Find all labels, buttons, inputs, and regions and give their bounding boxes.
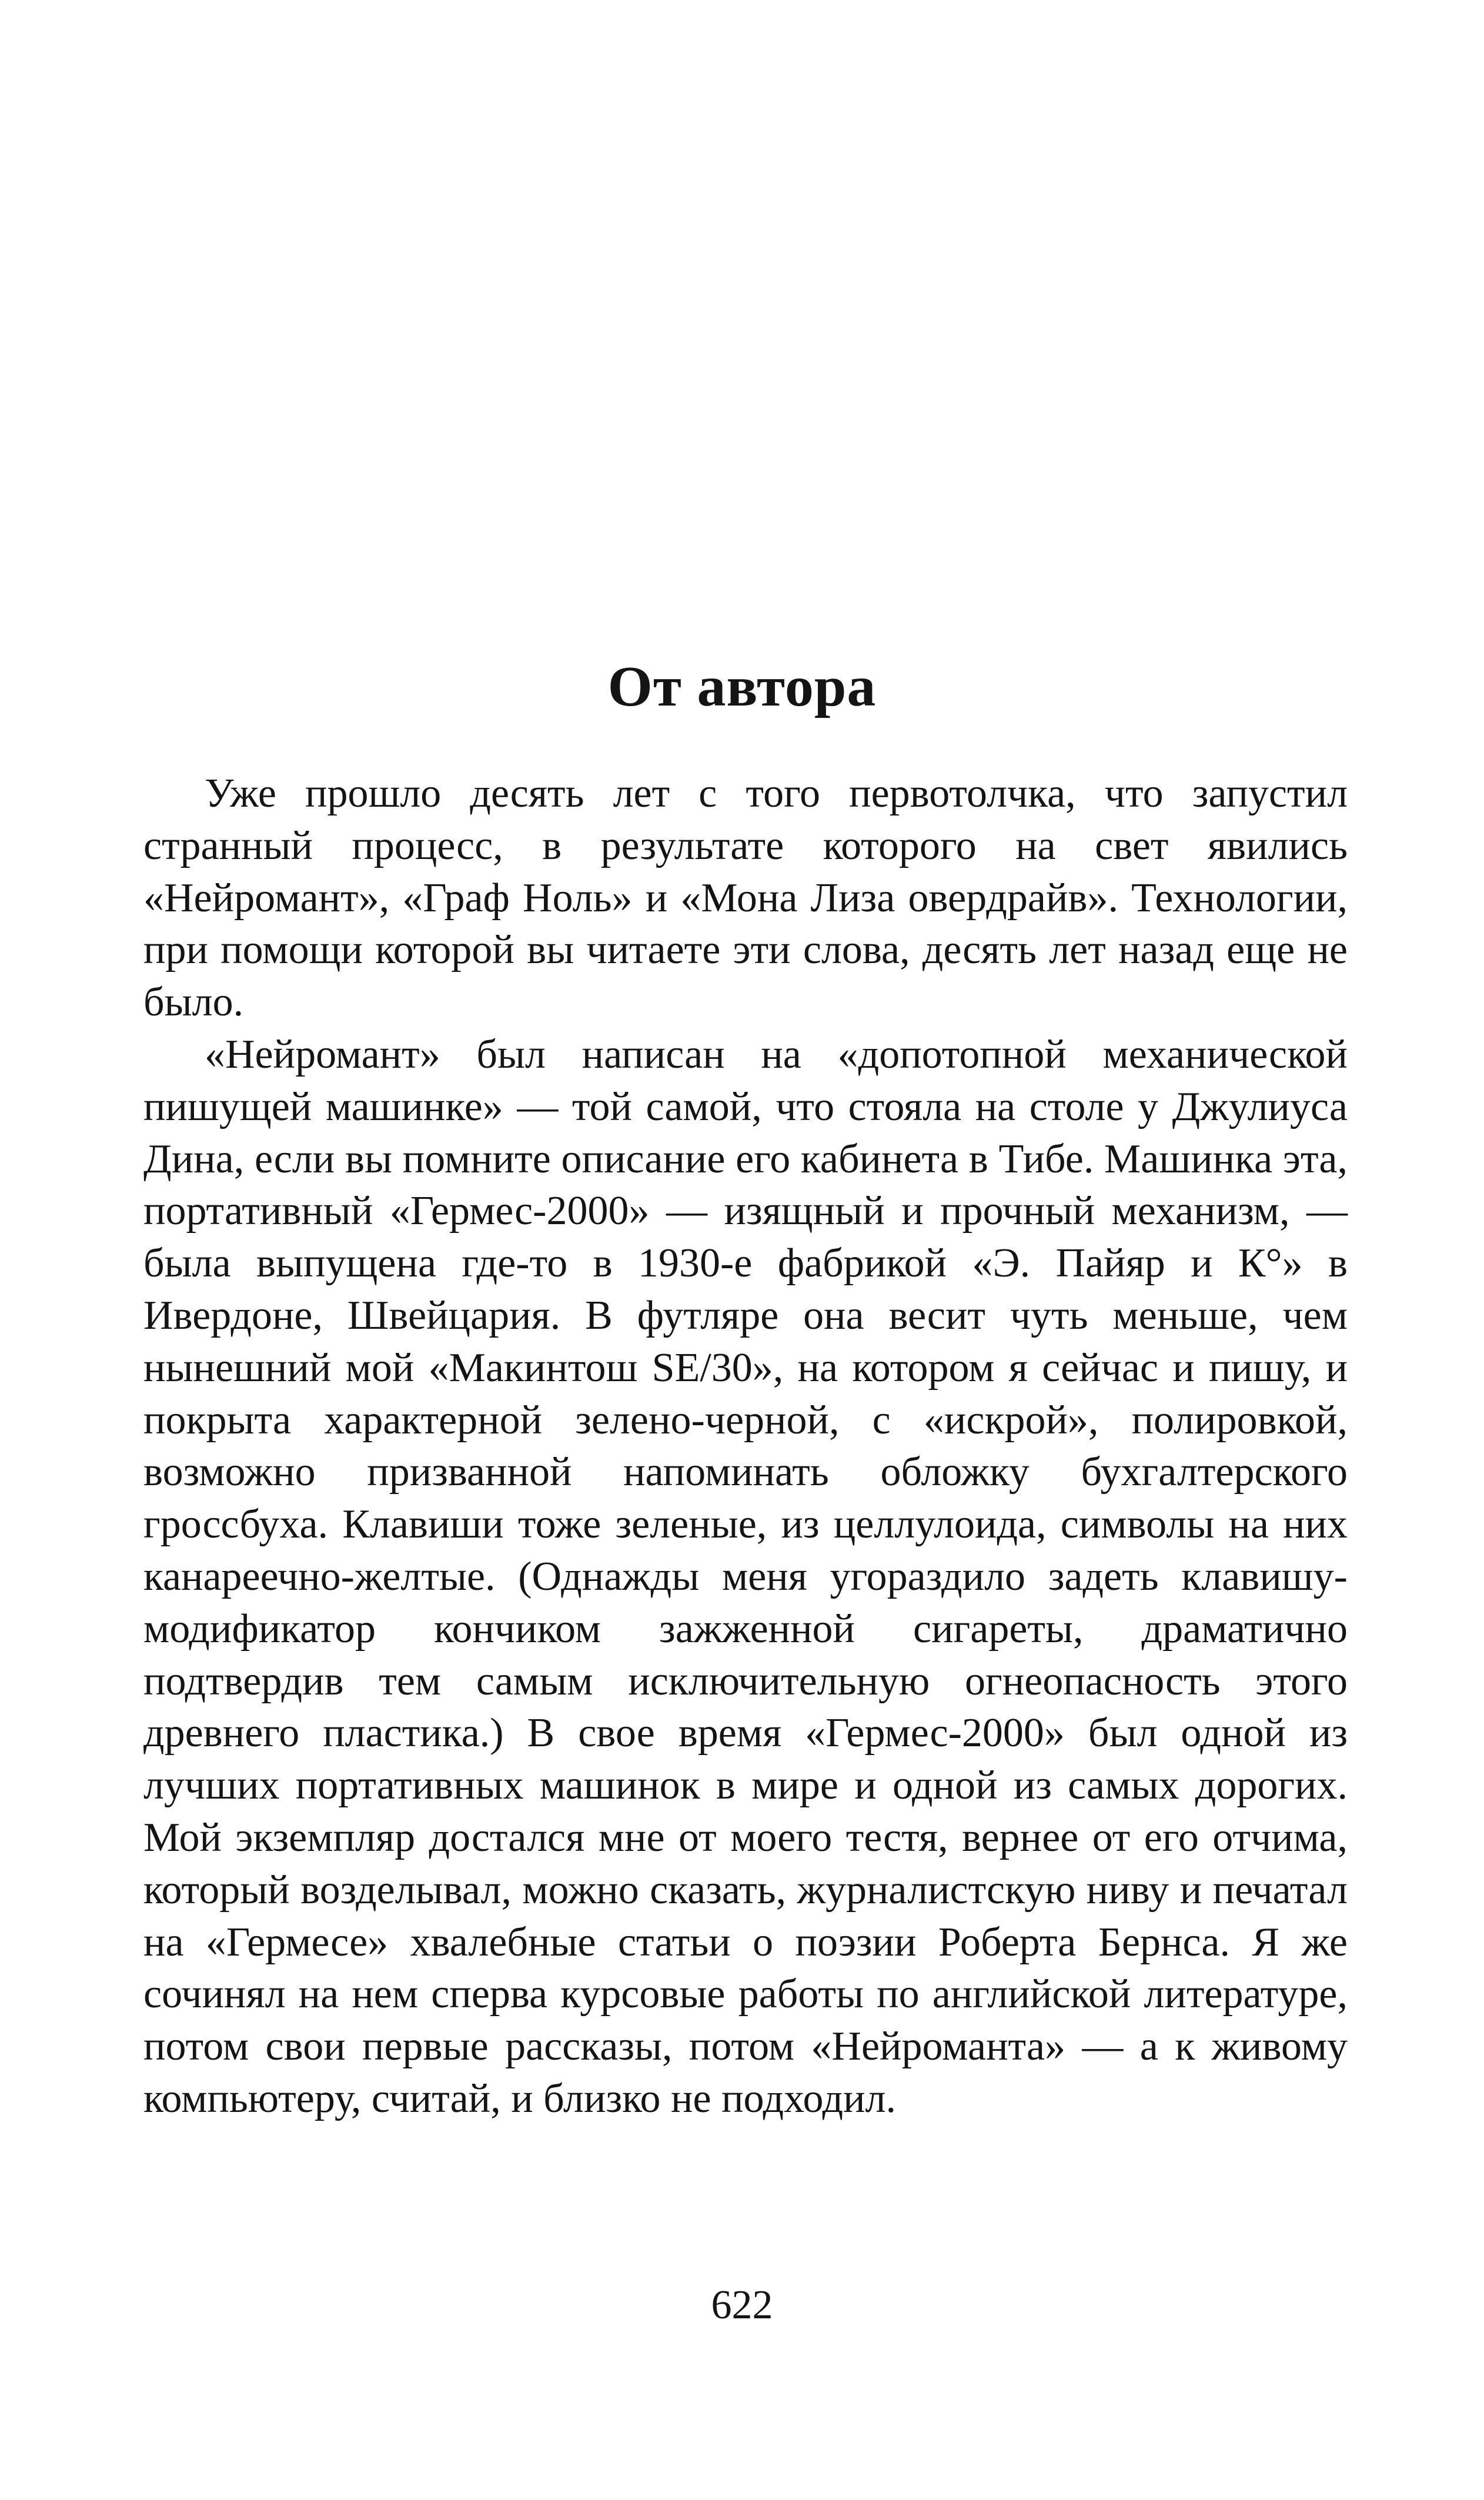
paragraph-2: «Нейромант» был написан на «допотопной механической пишущей машинке» — той самой, что стояла на столе у Джулиуса Дина, если вы помните описание его кабинета в Тибе. Машинка эта, портативный «Гермес-2000» — изящный и прочный механизм, — была выпущена где-то в 1930-е фабрикой «Э. Пайяр и К°» в Ивердоне, Швейцария. В футляре она весит чуть меньше, чем нынешний мой «Макинтош SE/30», на котором я сейчас и пишу, и покрыта характерной зелено-черной, с «искрой», полировкой, возможно призванной напоминать обложку бухгалтерского гроссбуха. Клавиши тоже зеленые, из целлулоида, символы на них канареечно-желтые. (Однажды меня угораздило задеть клавишу-модификатор кончиком зажженной сигареты, драматично подтвердив тем самым исключительную огнеопасность этого древнего пластика.) В свое время «Гермес-2000» был одной из лучших портативных машинок в мире и одной из самых дорогих. Мой экземпляр достался мне от моего тестя, вернее от его отчима, который возделывал, можно сказать, журналистскую ниву и печатал на «Гермесе» хвалебные статьи о поэзии Роберта Бернса. Я же сочинял на нем сперва курсовые работы по английской литературе, потом свои первые рассказы, потом «Нейроманта» — а к живому компьютеру, считай, и близко не подходил. xyxy=(143,1031,1348,2121)
body-text xyxy=(143,768,1348,2125)
paragraph-1: Уже прошло десять лет с того первотолчка, что запустил странный процесс, в результате которого на свет явились «Нейромант», «Граф Ноль» и «Мона Лиза овердрайв». Технологии, при помощи которой вы читаете эти слова, десять лет назад еще не было. xyxy=(143,771,1348,1025)
chapter-title: От автора xyxy=(607,655,877,718)
page-number: 622 xyxy=(711,2282,773,2328)
